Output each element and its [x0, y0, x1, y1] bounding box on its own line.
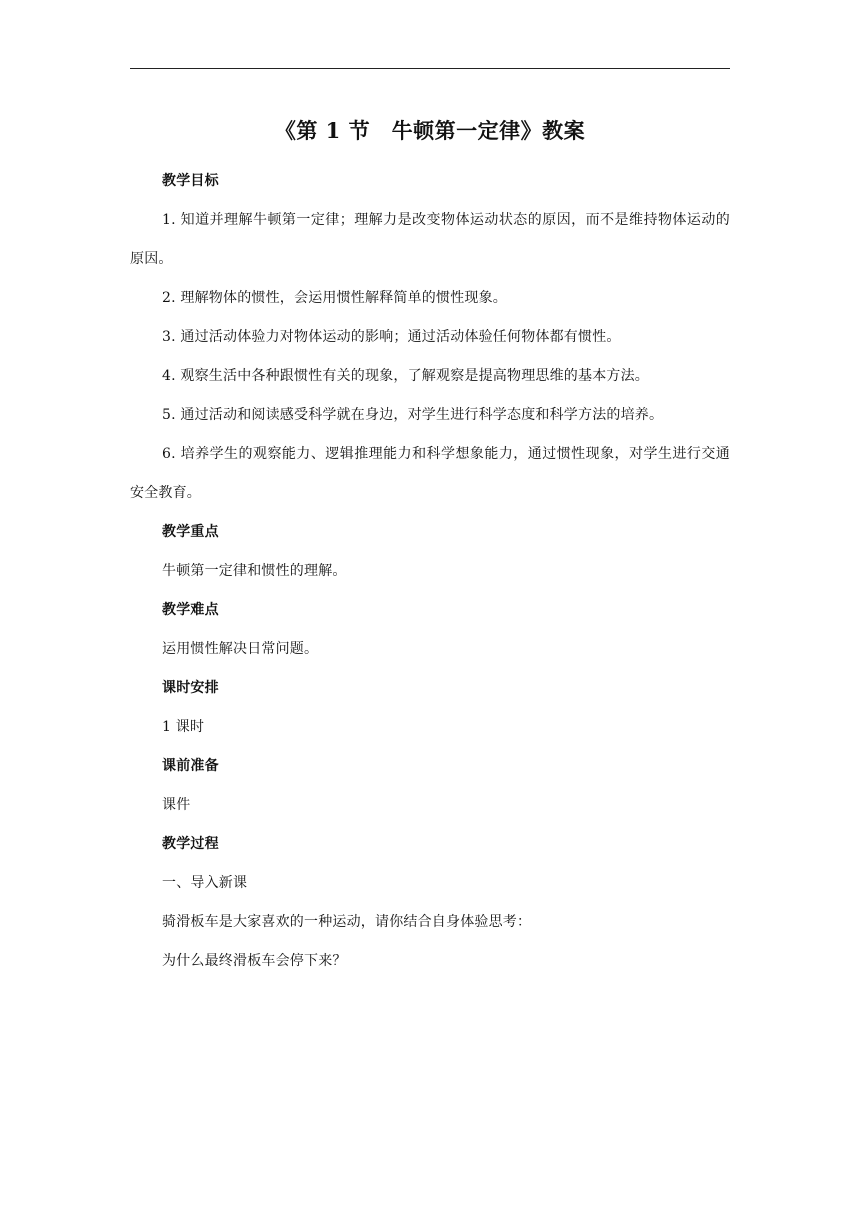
section-heading-preparation: 课前准备 [162, 758, 219, 774]
document-body [130, 162, 730, 981]
process-item: 骑滑板车是大家喜欢的一种运动，请你结合自身体验思考： [162, 914, 532, 930]
section-heading-key-points: 教学重点 [162, 524, 219, 540]
section-heading-difficulties: 教学难点 [162, 602, 219, 618]
objective-item: 5. 通过活动和阅读感受科学就在身边，对学生进行科学态度和科学方法的培养。 [162, 407, 664, 423]
objective-item: 4. 观察生活中各种跟惯性有关的现象，了解观察是提高物理思维的基本方法。 [162, 368, 650, 384]
process-item: 一、导入新课 [162, 875, 248, 891]
objective-item: 6. 培养学生的观察能力、逻辑推理能力和科学想象能力，通过惯性现象，对学生进行交通安全教育。 [130, 446, 730, 501]
objective-item: 2. 理解物体的惯性，会运用惯性解释简单的惯性现象。 [162, 290, 508, 306]
objective-item: 1. 知道并理解牛顿第一定律；理解力是改变物体运动状态的原因，而不是维持物体运动的原因。 [130, 212, 730, 267]
difficulties-text: 运用惯性解决日常问题。 [162, 641, 319, 657]
schedule-text: 1 课时 [162, 719, 205, 735]
page-title: 《第 1 节 牛顿第一定律》教案 [274, 118, 586, 143]
process-item: 为什么最终滑板车会停下来？ [162, 953, 347, 969]
header-rule [130, 68, 730, 69]
key-points-text: 牛顿第一定律和惯性的理解。 [162, 563, 347, 579]
section-heading-objectives: 教学目标 [162, 173, 219, 189]
preparation-text: 课件 [162, 797, 191, 813]
objective-item: 3. 通过活动体验力对物体运动的影响；通过活动体验任何物体都有惯性。 [162, 329, 621, 345]
section-heading-process: 教学过程 [162, 836, 219, 852]
section-heading-schedule: 课时安排 [162, 680, 219, 696]
